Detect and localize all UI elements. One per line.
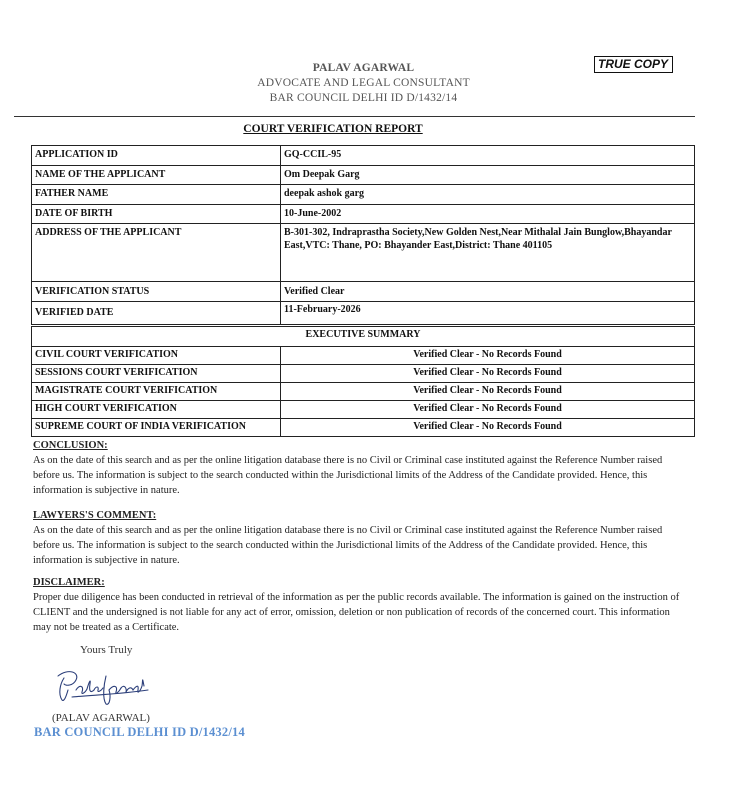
advocate-designation: ADVOCATE AND LEGAL CONSULTANT — [257, 77, 470, 89]
table-row — [32, 185, 695, 205]
executive-summary-table — [31, 326, 695, 437]
table-row — [32, 146, 695, 166]
disclaimer-heading: DISCLAIMER: — [33, 577, 105, 588]
applicant-name-label: NAME OF THE APPLICANT — [32, 165, 281, 185]
table-row — [32, 401, 695, 419]
conclusion-heading: CONCLUSION: — [33, 440, 108, 451]
court-result: Verified Clear - No Records Found — [281, 383, 695, 401]
application-id-value: GQ-CCIL-95 — [281, 146, 695, 166]
advocate-name: PALAV AGARWAL — [312, 62, 415, 74]
lawyers-comment-section — [33, 508, 688, 569]
dob-value: 10-June-2002 — [281, 204, 695, 224]
application-id-label: APPLICATION ID — [32, 146, 281, 166]
verification-status-label: VERIFICATION STATUS — [32, 282, 281, 302]
father-name-label: FATHER NAME — [32, 185, 281, 205]
table-row — [32, 327, 695, 347]
signatory-bar-id: BAR COUNCIL DELHI ID D/1432/14 — [34, 725, 245, 739]
court-result: Verified Clear - No Records Found — [281, 401, 695, 419]
court-result: Verified Clear - No Records Found — [281, 347, 695, 365]
signature-image — [54, 664, 154, 708]
verification-status-value: Verified Clear — [281, 282, 695, 302]
conclusion-section — [33, 438, 688, 499]
court-name: SESSIONS COURT VERIFICATION — [32, 365, 281, 383]
father-name-value: deepak ashok garg — [281, 185, 695, 205]
court-name: CIVIL COURT VERIFICATION — [32, 347, 281, 365]
signatory-name: (PALAV AGARWAL) — [52, 712, 150, 724]
table-row — [32, 282, 695, 302]
table-row — [32, 165, 695, 185]
true-copy-stamp: TRUE COPY — [594, 56, 673, 73]
report-title: COURT VERIFICATION REPORT — [243, 123, 423, 135]
lawyers-comment-text: As on the date of this search and as per the online litigation database there is no Civil or Criminal case instituted against the Reference Number raised before us. The information is subject to the search conducted within the Jurisdictional limits of the Address of the Candidate provided. Hence, this information is subjective in nature. — [33, 525, 663, 567]
court-name: SUPREME COURT OF INDIA VERIFICATION — [32, 419, 281, 437]
table-row — [32, 204, 695, 224]
applicant-name-value: Om Deepak Garg — [281, 165, 695, 185]
header-divider — [14, 116, 695, 117]
bar-council-id: BAR COUNCIL DELHI ID D/1432/14 — [269, 92, 458, 104]
address-label: ADDRESS OF THE APPLICANT — [32, 224, 281, 282]
table-row — [32, 419, 695, 437]
table-row — [32, 365, 695, 383]
table-row — [32, 224, 695, 282]
address-value: B-301-302, Indraprastha Society,New Golden Nest,Near Mithalal Jain Bunglow,Bhayandar East,VTC: Thane, PO: Bhayander East,District: Thane 401105 — [281, 224, 695, 282]
dob-label: DATE OF BIRTH — [32, 204, 281, 224]
court-name: HIGH COURT VERIFICATION — [32, 401, 281, 419]
table-row — [32, 383, 695, 401]
executive-summary-heading: EXECUTIVE SUMMARY — [32, 327, 695, 347]
closing-salutation: Yours Truly — [80, 644, 133, 656]
applicant-details-table — [31, 145, 695, 325]
lawyers-comment-heading: LAWYERS'S COMMENT: — [33, 510, 157, 521]
table-row — [32, 347, 695, 365]
disclaimer-text: Proper due diligence has been conducted in retrieval of the information as per the public records available. The information is gained on the instruction of CLIENT and the undersigned is not liable for any act of error, omission, deletion or non publication of records of the concerned court. This information may not be treated as a Certificate. — [33, 592, 680, 634]
court-result: Verified Clear - No Records Found — [281, 365, 695, 383]
disclaimer-section — [33, 575, 688, 636]
letterhead — [0, 61, 727, 106]
court-result: Verified Clear - No Records Found — [281, 419, 695, 437]
verified-date-value: 11-February-2026 — [281, 301, 695, 324]
court-name: MAGISTRATE COURT VERIFICATION — [32, 383, 281, 401]
conclusion-text: As on the date of this search and as per the online litigation database there is no Civil or Criminal case instituted against the Reference Number raised before us. The information is subject to the search conducted within the Jurisdictional limits of the Address of the Candidate provided. Hence, this information is subjective in nature. — [33, 455, 663, 497]
verified-date-label: VERIFIED DATE — [32, 301, 281, 324]
table-row — [32, 301, 695, 324]
